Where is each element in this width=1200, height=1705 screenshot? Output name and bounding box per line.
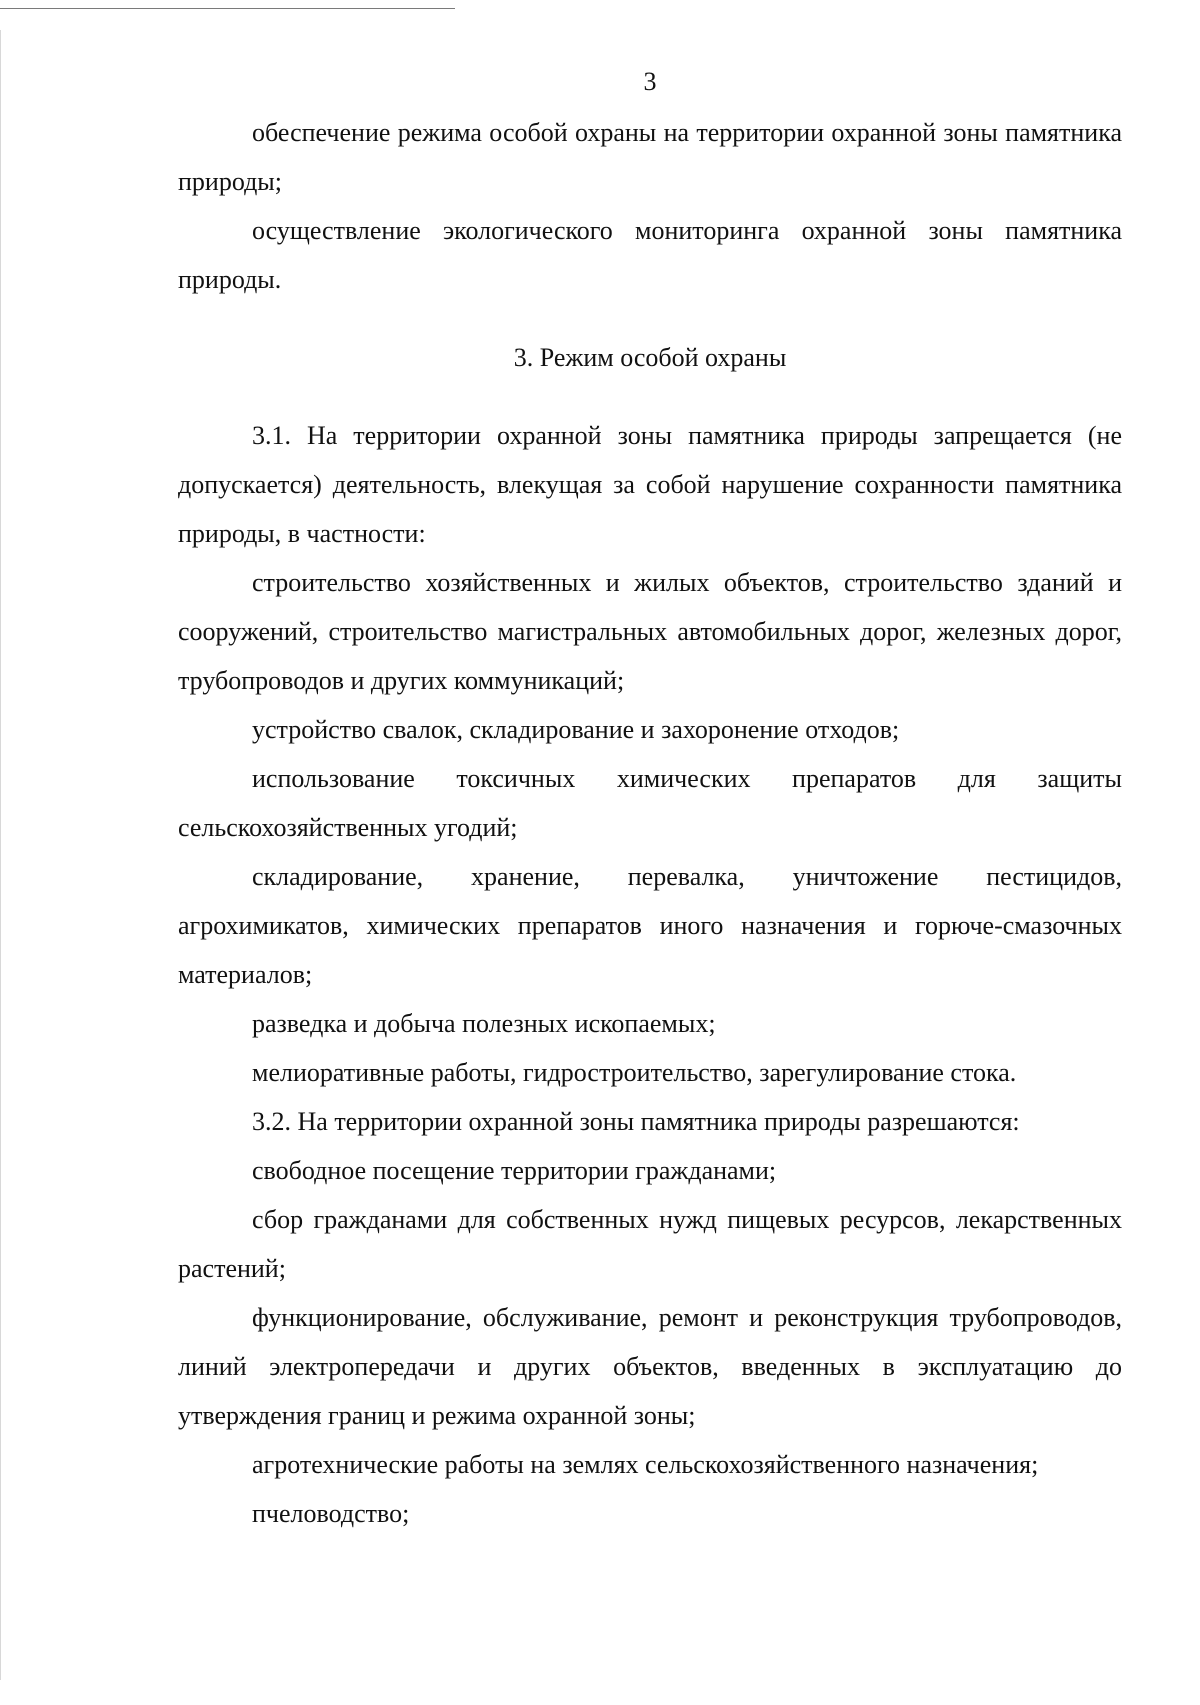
paragraph: осуществление экологического мониторинга охранной зоны памятника природы. xyxy=(178,216,1122,294)
page-number: 3 xyxy=(643,67,657,96)
paragraph: пчеловодство; xyxy=(252,1499,410,1528)
paragraph: обеспечение режима особой охраны на территории охранной зоны памятника природы; xyxy=(178,118,1122,196)
document-page xyxy=(178,56,1122,1538)
paragraph: мелиоративные работы, гидростроительство, зарегулирование стока. xyxy=(252,1058,1017,1087)
paragraph: функционирование, обслуживание, ремонт и реконструкция трубопроводов, линий электропередачи и других объектов, введенных в эксплуатацию до утверждения границ и режима охранной зоны; xyxy=(178,1303,1122,1430)
paragraph: агротехнические работы на землях сельскохозяйственного назначения; xyxy=(252,1450,1039,1479)
paragraph: 3.1. На территории охранной зоны памятника природы запрещается (не допускается) деятельность, влекущая за собой нарушение сохранности памятника природы, в частности: xyxy=(178,421,1122,548)
paragraph: свободное посещение территории гражданами; xyxy=(252,1156,777,1185)
scan-edge-line-top xyxy=(0,8,455,9)
paragraph: использование токсичных химических препаратов для защиты сельскохозяйственных угодий; xyxy=(178,764,1122,842)
section-title: 3. Режим особой охраны xyxy=(513,343,787,372)
paragraph: строительство хозяйственных и жилых объектов, строительство зданий и сооружений, строительство магистральных автомобильных дорог, железных дорог, трубопроводов и других коммуникаций; xyxy=(178,568,1122,695)
paragraph: складирование, хранение, перевалка, уничтожение пестицидов, агрохимикатов, химических препаратов иного назначения и горюче-смазочных материалов; xyxy=(178,862,1122,989)
paragraph: сбор гражданами для собственных нужд пищевых ресурсов, лекарственных растений; xyxy=(178,1205,1122,1283)
paragraph: 3.2. На территории охранной зоны памятника природы разрешаются: xyxy=(252,1107,1020,1136)
paragraph: устройство свалок, складирование и захоронение отходов; xyxy=(252,715,900,744)
scan-edge-line-left xyxy=(0,30,1,1680)
paragraph: разведка и добыча полезных ископаемых; xyxy=(252,1009,716,1038)
